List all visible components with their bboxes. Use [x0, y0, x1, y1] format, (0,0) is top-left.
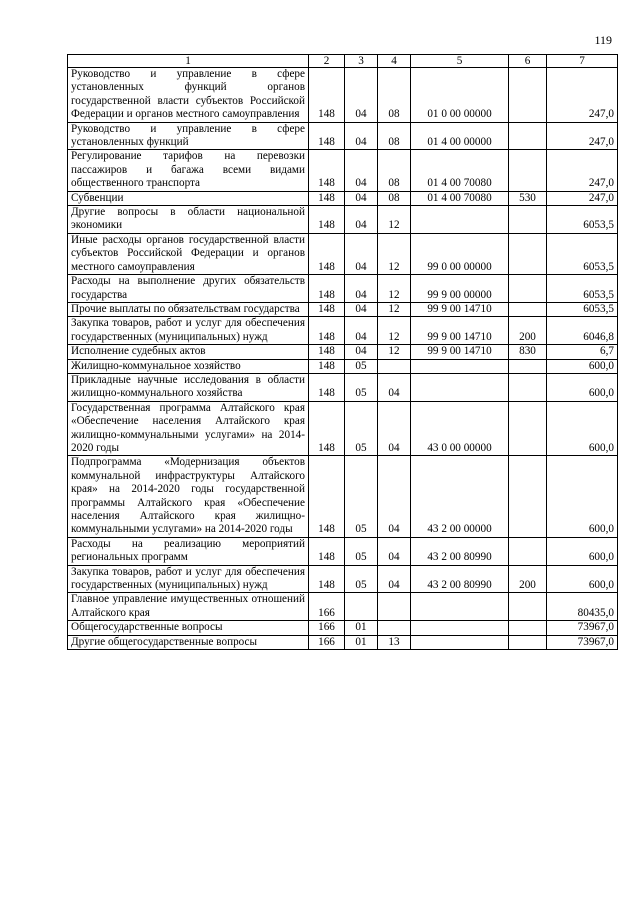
- row-name-cell: Иные расходы органов государственной власти субъектов Российской Федерации и органов местного самоуправления: [68, 233, 309, 274]
- row-name-cell: Главное управление имущественных отношений Алтайского края: [68, 593, 309, 621]
- header-cell-7: 7: [547, 55, 618, 68]
- table-body: [68, 68, 618, 650]
- amount-cell: 247,0: [547, 191, 618, 205]
- header-row: [68, 55, 618, 68]
- ministry-code-cell: 148: [309, 302, 345, 316]
- ministry-code-cell: 148: [309, 565, 345, 593]
- ministry-code-cell: 148: [309, 373, 345, 401]
- amount-cell: 600,0: [547, 401, 618, 456]
- subsection-cell: 12: [378, 345, 411, 359]
- table-row: [68, 317, 618, 345]
- target-article-cell: 01 4 00 00000: [411, 122, 509, 150]
- expense-type-cell: [509, 593, 547, 621]
- header-cell-3: 3: [345, 55, 378, 68]
- table-row: [68, 68, 618, 123]
- table-row: [68, 537, 618, 565]
- target-article-cell: 43 2 00 80990: [411, 537, 509, 565]
- subsection-cell: 12: [378, 302, 411, 316]
- target-article-cell: 01 4 00 70080: [411, 191, 509, 205]
- header-cell-4: 4: [378, 55, 411, 68]
- ministry-code-cell: 148: [309, 537, 345, 565]
- table-row: [68, 275, 618, 303]
- section-cell: 04: [345, 68, 378, 123]
- amount-cell: 6046,8: [547, 317, 618, 345]
- section-cell: 04: [345, 302, 378, 316]
- table-row: [68, 373, 618, 401]
- expense-type-cell: [509, 537, 547, 565]
- subsection-cell: 12: [378, 233, 411, 274]
- amount-cell: 247,0: [547, 150, 618, 191]
- subsection-cell: 08: [378, 150, 411, 191]
- table-row: [68, 150, 618, 191]
- subsection-cell: [378, 593, 411, 621]
- target-article-cell: 99 0 00 00000: [411, 233, 509, 274]
- row-name-cell: Регулирование тарифов на перевозки пассажиров и багажа всеми видами общественного транспорта: [68, 150, 309, 191]
- section-cell: 01: [345, 621, 378, 635]
- section-cell: 04: [345, 317, 378, 345]
- row-name-cell: Закупка товаров, работ и услуг для обеспечения государственных (муниципальных) нужд: [68, 317, 309, 345]
- target-article-cell: 99 9 00 14710: [411, 317, 509, 345]
- target-article-cell: 99 9 00 00000: [411, 275, 509, 303]
- section-cell: [345, 593, 378, 621]
- section-cell: 05: [345, 401, 378, 456]
- subsection-cell: [378, 359, 411, 373]
- target-article-cell: [411, 621, 509, 635]
- expense-type-cell: [509, 275, 547, 303]
- section-cell: 05: [345, 537, 378, 565]
- ministry-code-cell: 148: [309, 122, 345, 150]
- table-row: [68, 302, 618, 316]
- row-name-cell: Закупка товаров, работ и услуг для обеспечения государственных (муниципальных) нужд: [68, 565, 309, 593]
- amount-cell: 600,0: [547, 456, 618, 537]
- section-cell: 04: [345, 206, 378, 234]
- target-article-cell: [411, 635, 509, 649]
- amount-cell: 600,0: [547, 537, 618, 565]
- ministry-code-cell: 148: [309, 150, 345, 191]
- expense-type-cell: [509, 373, 547, 401]
- expense-type-cell: 200: [509, 565, 547, 593]
- row-name-cell: Руководство и управление в сфере установленных функций: [68, 122, 309, 150]
- target-article-cell: 01 4 00 70080: [411, 150, 509, 191]
- section-cell: 05: [345, 565, 378, 593]
- section-cell: 04: [345, 150, 378, 191]
- row-name-cell: Прочие выплаты по обязательствам государства: [68, 302, 309, 316]
- ministry-code-cell: 148: [309, 317, 345, 345]
- amount-cell: 6053,5: [547, 275, 618, 303]
- amount-cell: 73967,0: [547, 621, 618, 635]
- row-name-cell: Общегосударственные вопросы: [68, 621, 309, 635]
- section-cell: 05: [345, 359, 378, 373]
- target-article-cell: [411, 373, 509, 401]
- amount-cell: 600,0: [547, 359, 618, 373]
- expense-type-cell: [509, 401, 547, 456]
- amount-cell: 600,0: [547, 565, 618, 593]
- expense-type-cell: [509, 206, 547, 234]
- expense-type-cell: [509, 359, 547, 373]
- expense-type-cell: 530: [509, 191, 547, 205]
- expense-type-cell: 830: [509, 345, 547, 359]
- ministry-code-cell: 148: [309, 359, 345, 373]
- ministry-code-cell: 166: [309, 621, 345, 635]
- expense-type-cell: [509, 456, 547, 537]
- header-cell-5: 5: [411, 55, 509, 68]
- section-cell: 01: [345, 635, 378, 649]
- ministry-code-cell: 148: [309, 456, 345, 537]
- target-article-cell: 43 2 00 00000: [411, 456, 509, 537]
- row-name-cell: Другие вопросы в области национальной экономики: [68, 206, 309, 234]
- target-article-cell: 99 9 00 14710: [411, 302, 509, 316]
- ministry-code-cell: 148: [309, 275, 345, 303]
- amount-cell: 6053,5: [547, 206, 618, 234]
- ministry-code-cell: 148: [309, 191, 345, 205]
- ministry-code-cell: 148: [309, 68, 345, 123]
- table-row: [68, 191, 618, 205]
- subsection-cell: 04: [378, 456, 411, 537]
- expense-type-cell: [509, 233, 547, 274]
- ministry-code-cell: 166: [309, 593, 345, 621]
- table-row: [68, 401, 618, 456]
- amount-cell: 247,0: [547, 122, 618, 150]
- table-row: [68, 635, 618, 649]
- amount-cell: 80435,0: [547, 593, 618, 621]
- table-row: [68, 206, 618, 234]
- table-header: [68, 55, 618, 68]
- ministry-code-cell: 148: [309, 345, 345, 359]
- target-article-cell: 43 0 00 00000: [411, 401, 509, 456]
- subsection-cell: 12: [378, 206, 411, 234]
- section-cell: 04: [345, 191, 378, 205]
- page-number: 119: [594, 33, 612, 47]
- target-article-cell: 01 0 00 00000: [411, 68, 509, 123]
- row-name-cell: Прикладные научные исследования в области жилищно-коммунального хозяйства: [68, 373, 309, 401]
- target-article-cell: [411, 593, 509, 621]
- table-row: [68, 621, 618, 635]
- table-row: [68, 359, 618, 373]
- subsection-cell: 04: [378, 373, 411, 401]
- section-cell: 04: [345, 233, 378, 274]
- amount-cell: 600,0: [547, 373, 618, 401]
- subsection-cell: 04: [378, 401, 411, 456]
- section-cell: 05: [345, 456, 378, 537]
- amount-cell: 6,7: [547, 345, 618, 359]
- header-cell-6: 6: [509, 55, 547, 68]
- row-name-cell: Исполнение судебных актов: [68, 345, 309, 359]
- table-row: [68, 593, 618, 621]
- row-name-cell: Субвенции: [68, 191, 309, 205]
- row-name-cell: Жилищно-коммунальное хозяйство: [68, 359, 309, 373]
- subsection-cell: 12: [378, 275, 411, 303]
- table-row: [68, 345, 618, 359]
- expense-type-cell: [509, 621, 547, 635]
- subsection-cell: 04: [378, 565, 411, 593]
- header-cell-2: 2: [309, 55, 345, 68]
- target-article-cell: [411, 359, 509, 373]
- expense-type-cell: [509, 302, 547, 316]
- subsection-cell: 12: [378, 317, 411, 345]
- header-cell-1: 1: [68, 55, 309, 68]
- amount-cell: 6053,5: [547, 302, 618, 316]
- expense-type-cell: [509, 635, 547, 649]
- subsection-cell: 13: [378, 635, 411, 649]
- ministry-code-cell: 148: [309, 206, 345, 234]
- section-cell: 04: [345, 122, 378, 150]
- expense-type-cell: [509, 68, 547, 123]
- table-row: [68, 122, 618, 150]
- row-name-cell: Руководство и управление в сфере установленных функций органов государственной власти субъектов Российской Федерации и органов местного самоуправления: [68, 68, 309, 123]
- amount-cell: 247,0: [547, 68, 618, 123]
- budget-table: [67, 54, 618, 650]
- subsection-cell: 08: [378, 122, 411, 150]
- amount-cell: 6053,5: [547, 233, 618, 274]
- section-cell: 05: [345, 373, 378, 401]
- amount-cell: 73967,0: [547, 635, 618, 649]
- row-name-cell: Государственная программа Алтайского края «Обеспечение населения Алтайского края жилищно-коммунальными услугами» на 2014-2020 годы: [68, 401, 309, 456]
- row-name-cell: Другие общегосударственные вопросы: [68, 635, 309, 649]
- section-cell: 04: [345, 275, 378, 303]
- subsection-cell: 04: [378, 537, 411, 565]
- subsection-cell: 08: [378, 68, 411, 123]
- table-row: [68, 456, 618, 537]
- table-row: [68, 233, 618, 274]
- row-name-cell: Расходы на выполнение других обязательств государства: [68, 275, 309, 303]
- subsection-cell: 08: [378, 191, 411, 205]
- expense-type-cell: [509, 122, 547, 150]
- target-article-cell: 43 2 00 80990: [411, 565, 509, 593]
- table-row: [68, 565, 618, 593]
- expense-type-cell: [509, 150, 547, 191]
- ministry-code-cell: 166: [309, 635, 345, 649]
- row-name-cell: Расходы на реализацию мероприятий региональных программ: [68, 537, 309, 565]
- expense-type-cell: 200: [509, 317, 547, 345]
- ministry-code-cell: 148: [309, 233, 345, 274]
- row-name-cell: Подпрограмма «Модернизация объектов коммунальной инфраструктуры Алтайского края» на 2014-2020 годы государственной программы Алтайского края «Обеспечение населения Алтайского края жилищно-коммунальными услугами» на 2014-2020 годы: [68, 456, 309, 537]
- target-article-cell: [411, 206, 509, 234]
- target-article-cell: 99 9 00 14710: [411, 345, 509, 359]
- subsection-cell: [378, 621, 411, 635]
- section-cell: 04: [345, 345, 378, 359]
- ministry-code-cell: 148: [309, 401, 345, 456]
